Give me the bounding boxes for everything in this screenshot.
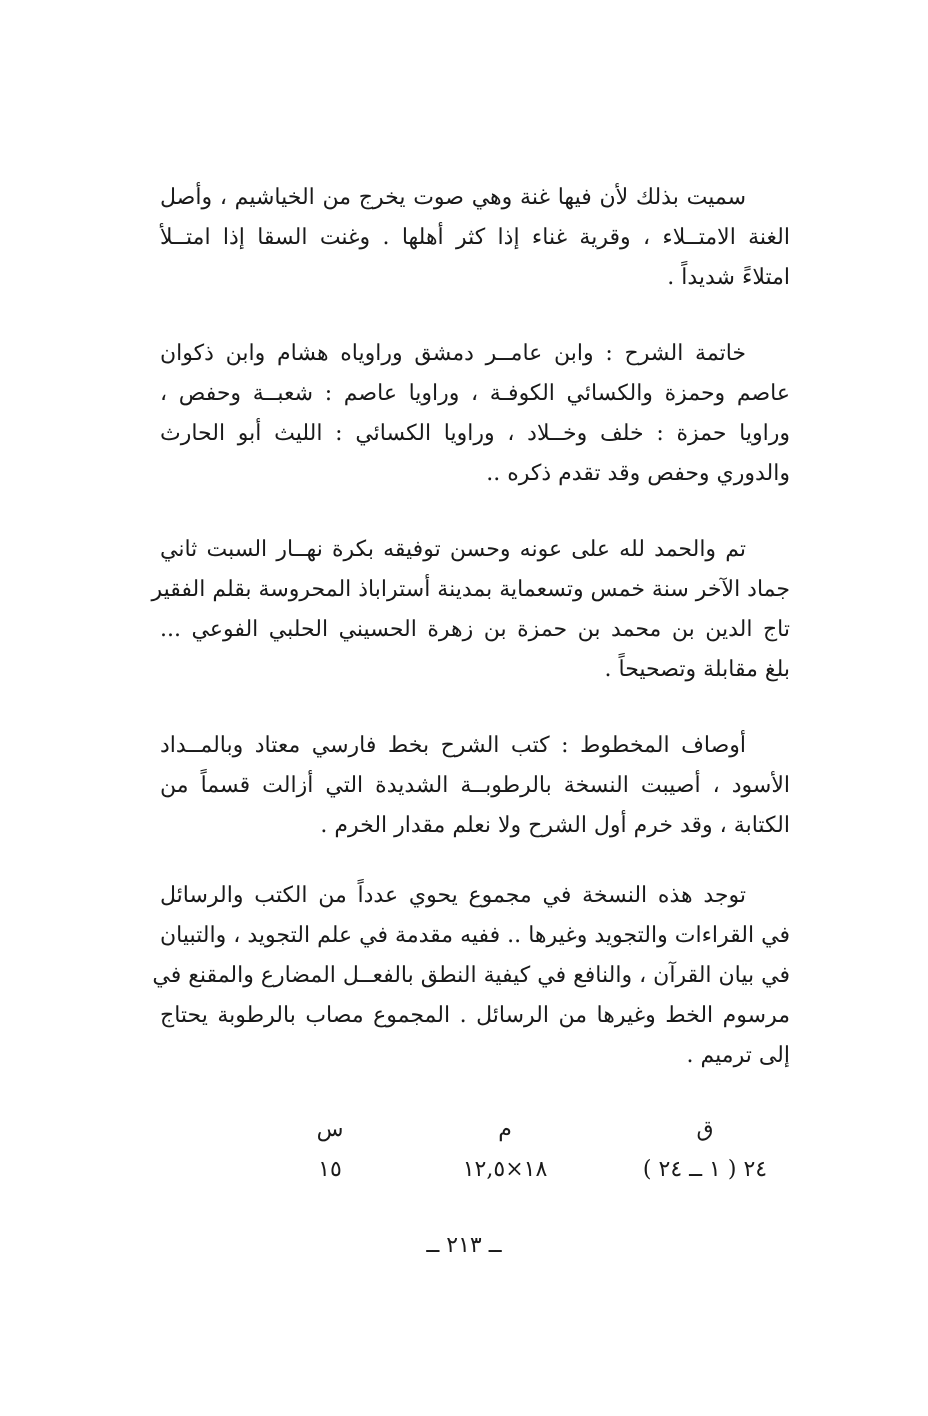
spec-label: م (498, 1117, 512, 1142)
text-line: سميت بذلك لأن فيها غنة وهي صوت يخرج من الخياشيم ، وأصل (160, 185, 746, 210)
spec-label: ق (696, 1117, 714, 1142)
text-line: عاصم وحمزة والكسائي الكوفـة ، وراويا عاصم : شعبــة وحفص ، (160, 381, 790, 406)
paragraph-manuscript-description (160, 726, 790, 846)
text-line: مرسوم الخط وغيرها من الرسائل . المجموع مصاب بالرطوبة يحتاج (160, 1003, 790, 1028)
paragraph-ghunna (160, 178, 790, 298)
text-line: توجد هذه النسخة في مجموع يحوي عدداً من الكتب والرسائل (160, 883, 746, 908)
paragraph-colophon (151, 530, 790, 690)
paragraph-commentary-conclusion (160, 334, 790, 494)
spec-label: س (316, 1117, 344, 1142)
text-line: والدوري وحفص وقد تقدم ذكره .. (486, 461, 790, 486)
text-line: تاج الدين بن محمد بن حمزة بن زهرة الحسيني الحلبي الفوعي ... (160, 617, 790, 642)
text-line: امتلاءً شديداً . (667, 265, 790, 290)
spec-lines (290, 1110, 370, 1190)
text-line: خاتمة الشرح : وابن عامــر دمشق وراوياه هشام وابن ذكوان (160, 341, 746, 366)
text-line: إلى ترميم . (686, 1043, 790, 1068)
spec-dimensions (430, 1110, 580, 1190)
manuscript-specs (270, 1110, 790, 1190)
text-line: الغنة الامتــلاء ، وقرية غناء إذا كثر أهلها . وغنت السقا إذا امتــلأ (160, 225, 790, 250)
spec-folios (620, 1110, 790, 1190)
text-line: تم والحمد لله على عونه وحسن توفيقه بكرة نهــار السبت ثاني (160, 537, 746, 562)
text-line: بلغ مقابلة وتصحيحاً . (604, 657, 790, 682)
spec-value: ٢٤ ( ١ ــ ٢٤ ) (642, 1157, 768, 1182)
text-line: في بيان القرآن ، والنافع في كيفية النطق بالفعــل المضارع والمقنع في (152, 963, 790, 988)
body-text (151, 178, 790, 1076)
text-line: أوصاف المخطوط : كتب الشرح بخط فارسي معتاد وبالمــداد (160, 733, 746, 758)
text-line: وراويا حمزة : خلف وخــلاد ، وراويا الكسائي : الليث أبو الحارث (160, 421, 790, 446)
spec-value: ١٨×١٢,٥ (462, 1157, 548, 1182)
paragraph-collection-note (152, 876, 790, 1076)
text-line: الأسود ، أصيبت النسخة بالرطوبــة الشديدة التي أزالت قسماً من (160, 773, 790, 798)
text-line: جماد الآخر سنة خمس وتسعماية بمدينة أستراباذ المحروسة بقلم الفقير (151, 577, 790, 602)
page-number: ــ ٢١٣ ــ (426, 1233, 502, 1258)
text-line: في القراءات والتجويد وغيرها .. ففيه مقدمة في علم التجويد ، والتبيان (160, 923, 790, 948)
spec-value: ١٥ (318, 1157, 342, 1182)
text-line: الكتابة ، وقد خرم أول الشرح ولا نعلم مقدار الخرم . (320, 813, 790, 838)
